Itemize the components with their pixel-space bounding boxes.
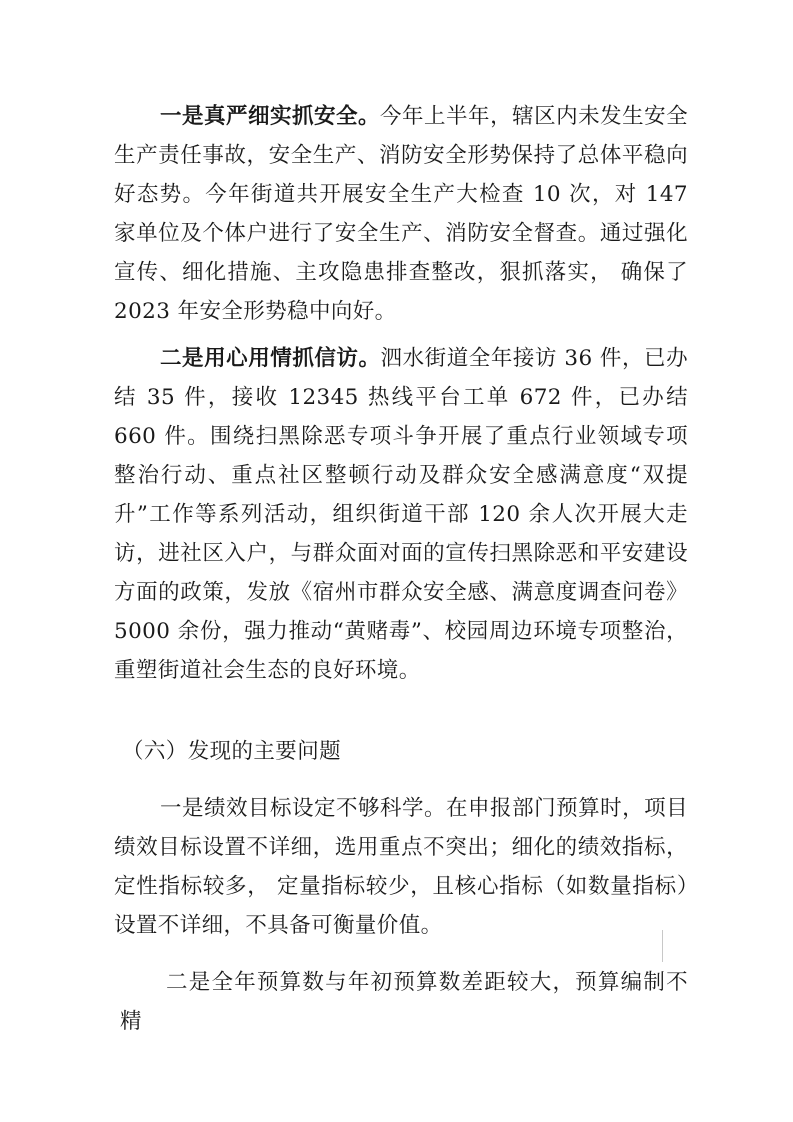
paragraph-petitions — [114, 339, 688, 690]
paragraph-safety — [114, 97, 688, 331]
section-heading: （六）发现的主要问题 — [122, 739, 342, 764]
problem-paragraph-2 — [120, 963, 688, 1041]
paragraph-petitions-lead: 二是用心用情抓信访。 — [160, 346, 381, 371]
problem-paragraph-1 — [114, 789, 688, 945]
paragraph-safety-text: 今年上半年，辖区内未发生安全生产责任事故，安全生产、消防安全形势保持了总体平稳向好态势。今年街道共开展安全生产大检查 10 次，对 147 家单位及个体户进行了安全生产、消防安全督查。通过强化宣传、细化措施、主攻隐患排查整改，狠抓落实， 确保了 2023 年安全形势稳中向好。 — [114, 104, 688, 324]
scan-artifact — [662, 930, 663, 962]
paragraph-safety-lead: 一是真严细实抓安全。 — [160, 104, 381, 129]
paragraph-petitions-text: 泗水街道全年接访 36 件，已办结 35 件，接收 12345 热线平台工单 672 件，已办结 660 件。围绕扫黑除恶专项斗争开展了重点行业领域专项整治行动、重点社区整顿行动及群众安全感满意度“双提升”工作等系列活动，组织街道干部 120 余人次开展大走访，进社区入户，与群众面对面的宣传扫黑除恶和平安建设方面的政策，发放《宿州市群众安全感、满意度调查问卷》5000 余份，强力推动“黄赌毒”、校园周边环境专项整治，重塑街道社会生态的良好环境。 — [114, 346, 688, 683]
problem-paragraph-2-text: 二是全年预算数与年初预算数差距较大，预算编制不精 — [120, 970, 688, 1034]
problem-paragraph-1-text: 一是绩效目标设定不够科学。在申报部门预算时，项目绩效目标设置不详细，选用重点不突出；细化的绩效指标，定性指标较多， 定量指标较少，且核心指标（如数量指标）设置不详细，不具备可衡量价值。 — [114, 796, 688, 938]
